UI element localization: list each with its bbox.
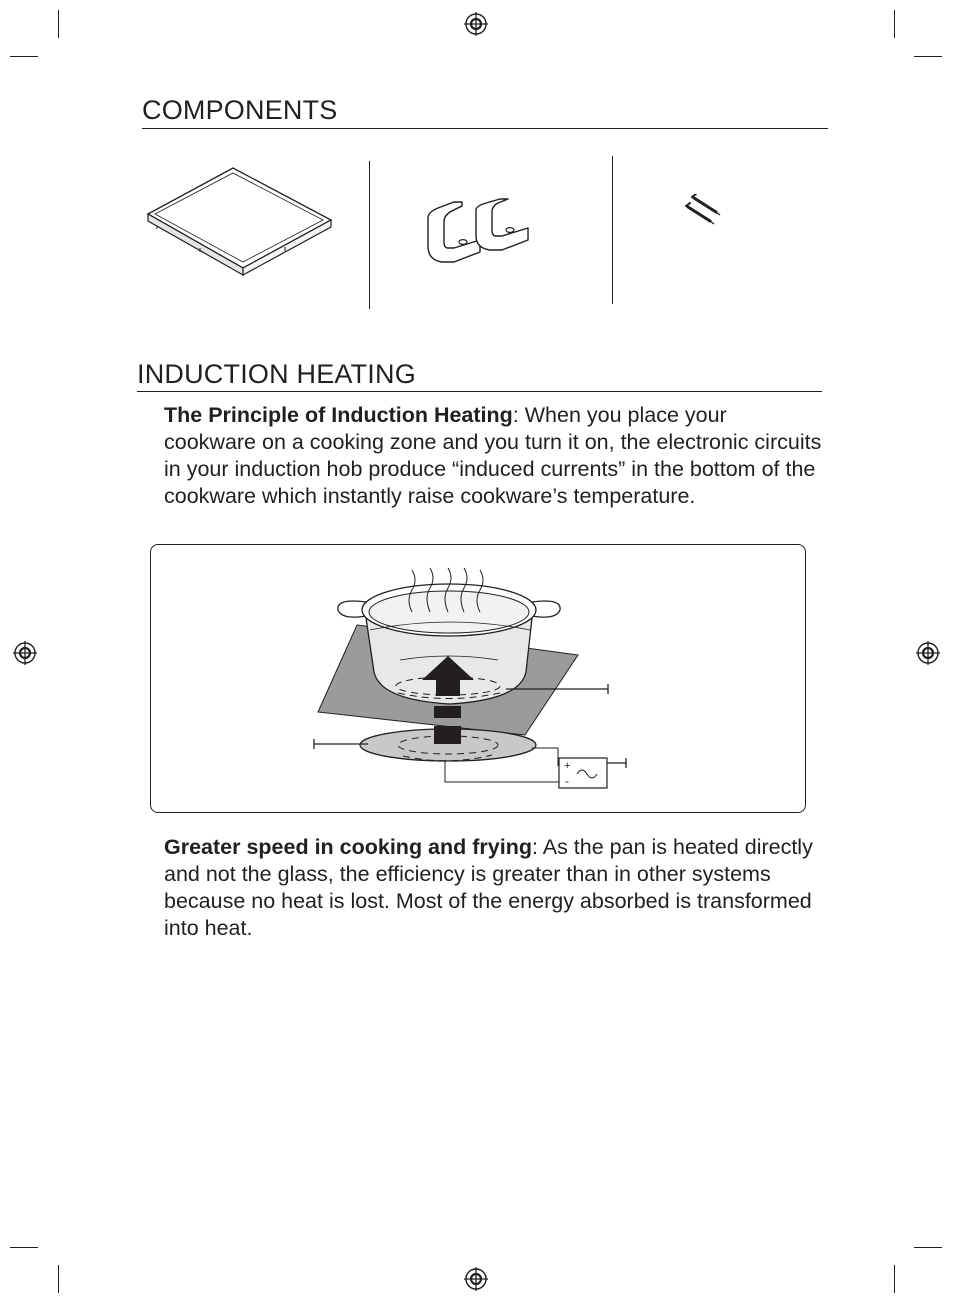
induction-title: INDUCTION HEATING [137,359,416,389]
minus-label: - [565,774,569,788]
principle-paragraph [164,402,824,510]
induction-rule [137,391,822,392]
principle-text: : When you place your cookware on a cooking zone and you turn it on, the electronic circuits in your induction hob produce “induced currents” in the bottom of the cookware which instantly raise cookware’s temperature. [164,403,822,508]
components-rule [142,128,828,129]
crop-mark [58,10,59,38]
induction-heating-diagram-icon [300,560,640,800]
plus-label: + [564,760,571,772]
mounting-brackets-icon [414,198,534,266]
crop-mark [894,1265,895,1293]
screws-icon [680,194,724,228]
registration-mark-icon [464,12,488,36]
principle-heading: The Principle of Induction Heating [164,403,513,427]
crop-mark [914,56,942,57]
registration-mark-icon [464,1267,488,1291]
crop-mark [10,56,38,57]
crop-mark [10,1247,38,1248]
crop-mark [894,10,895,38]
speed-text: : As the pan is heated directly and not the glass, the efficiency is greater than in other systems because no heat is lost. Most of the energy absorbed is transformed into heat. [164,835,813,940]
component-divider [369,161,370,309]
components-title: COMPONENTS [142,95,338,125]
speed-heading: Greater speed in cooking and frying [164,835,532,859]
registration-mark-icon [13,641,37,665]
cooktop-panel-icon [145,164,335,278]
speed-paragraph [164,834,824,942]
component-divider [612,156,613,304]
crop-mark [58,1265,59,1293]
registration-mark-icon [916,641,940,665]
crop-mark [914,1247,942,1248]
